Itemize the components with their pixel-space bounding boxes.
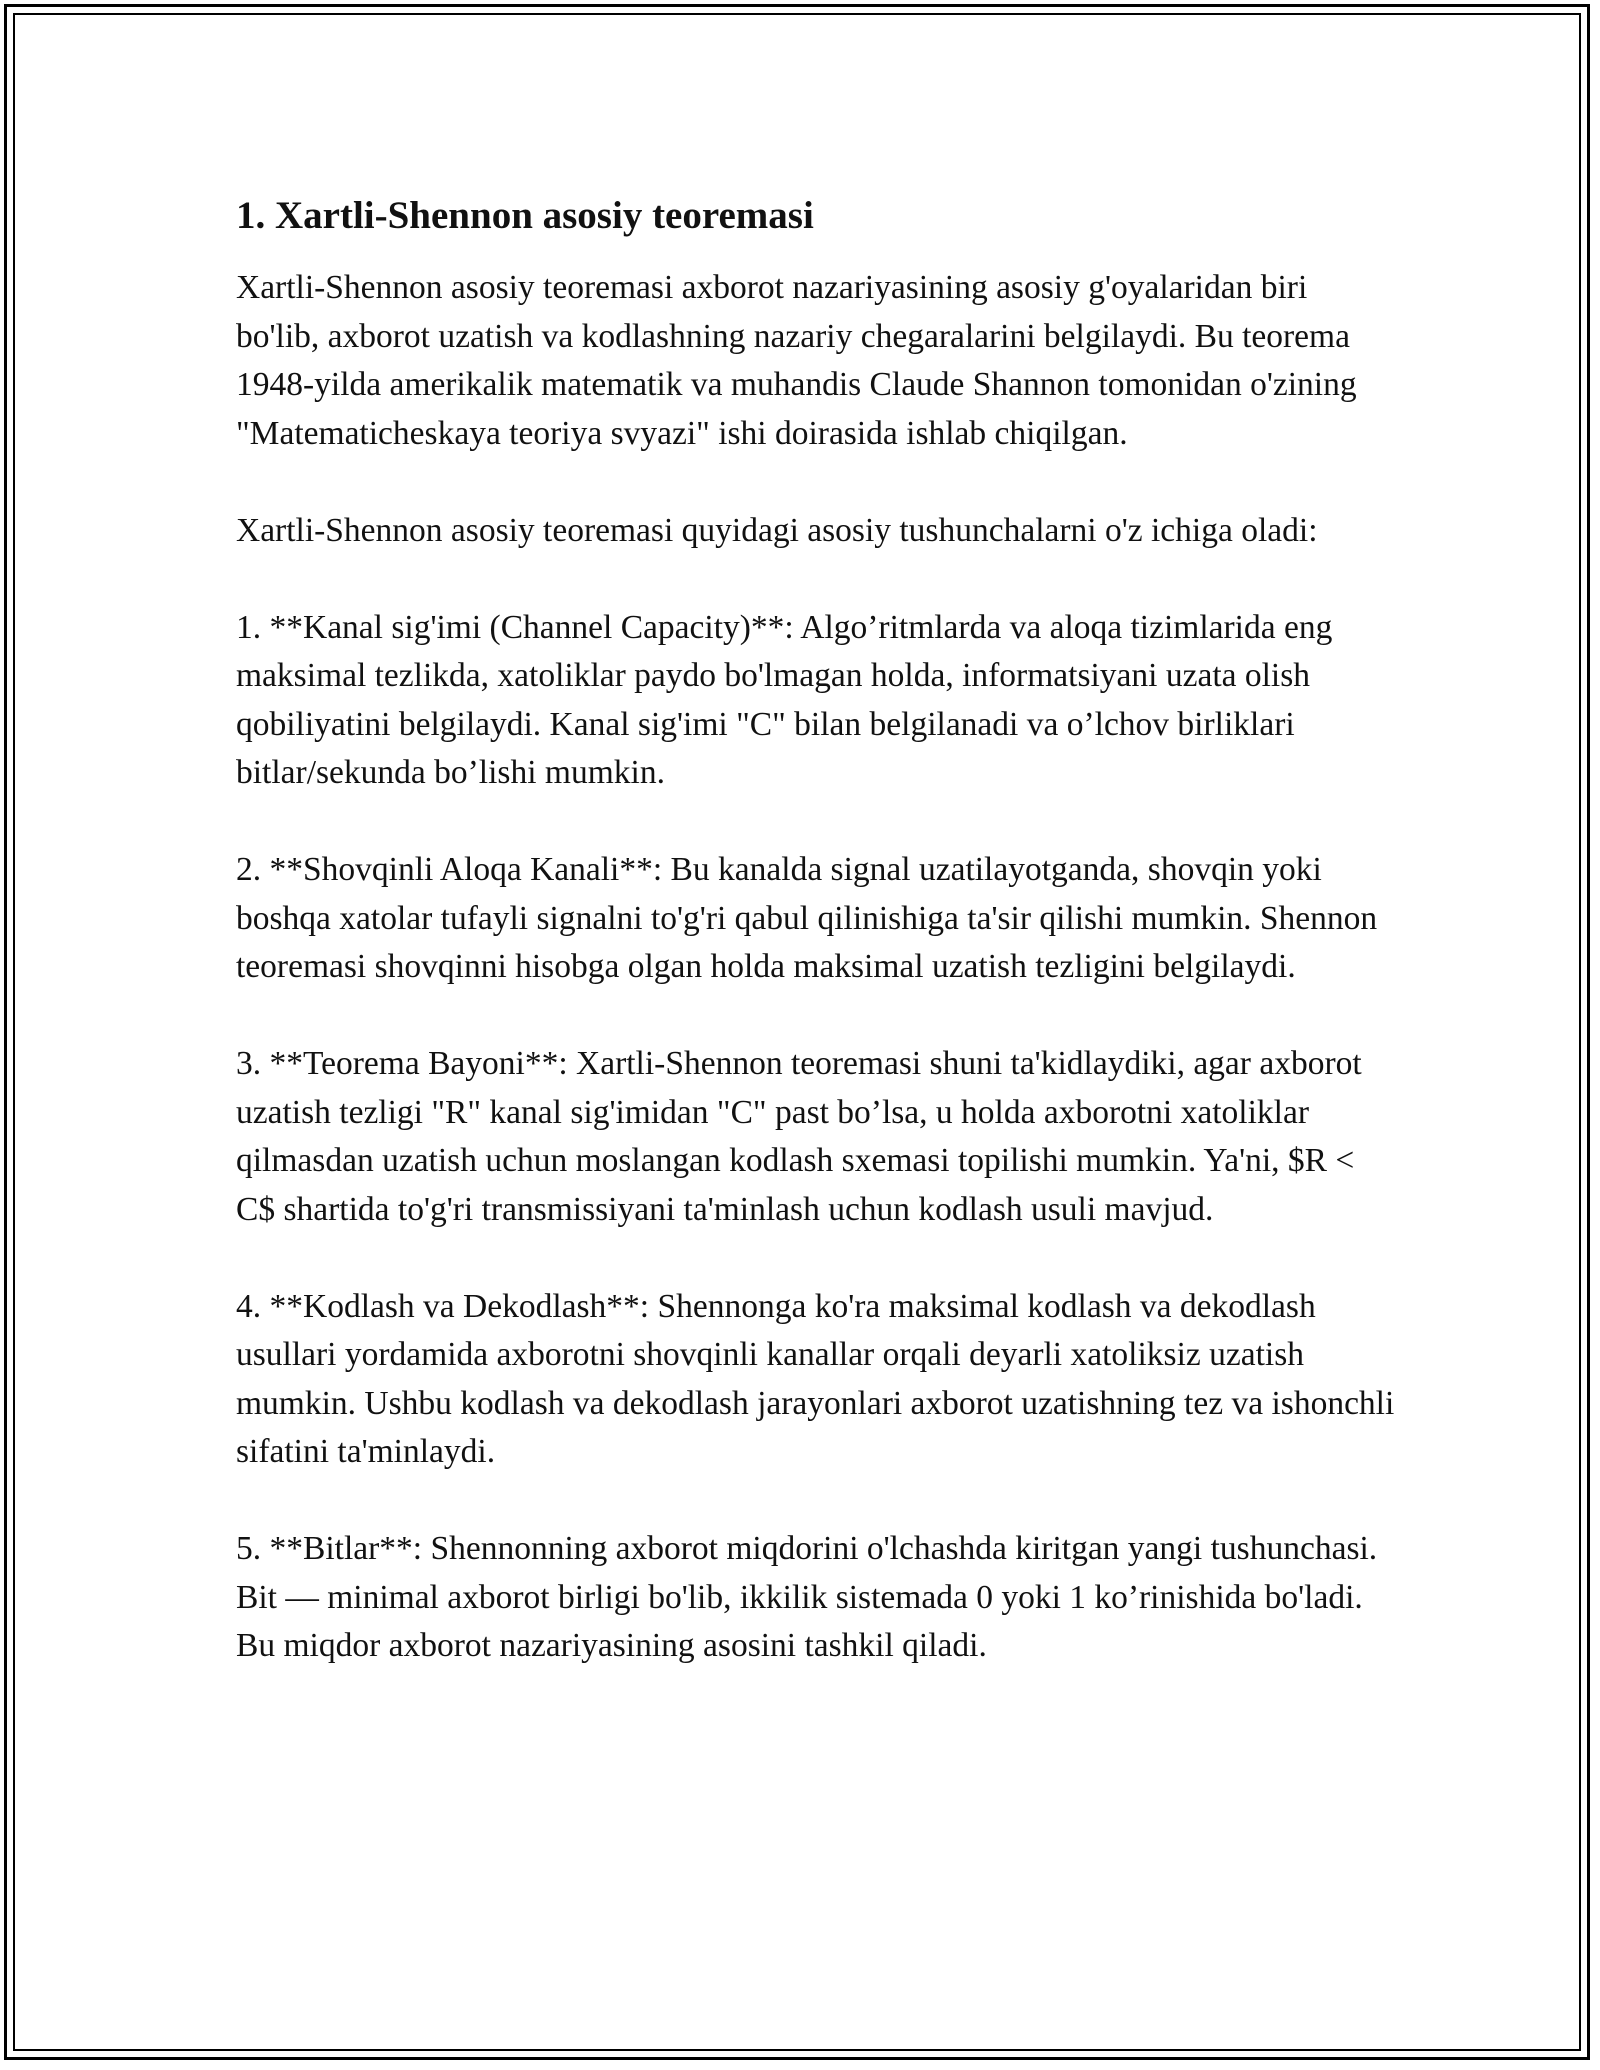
document-body xyxy=(236,190,1396,1719)
list-item-channel-capacity: 1. **Kanal sig'imi (Channel Capacity)**: Algo’ritmlarda va aloqa tizimlarida eng maksimal tezlikda, xatoliklar paydo bo'lmagan holda, informatsiyani uzata olish qobiliyatini belgilaydi. Kanal sig'imi "C" bilan belgilanadi va o’lchov birliklari bitlar/sekunda bo’lishi mumkin. xyxy=(236,608,1333,791)
list-item-coding-decoding: 4. **Kodlash va Dekodlash**: Shennonga ko'ra maksimal kodlash va dekodlash usullari yordamida axborotni shovqinli kanallar orqali deyarli xatoliksiz uzatish mumkin. Ushbu kodlash va dekodlash jarayonlari axborot uzatishning tez va ishonchli sifatini ta'minlaydi. xyxy=(236,1287,1395,1470)
paragraph-lead-in: Xartli-Shennon asosiy teoremasi quyidagi asosiy tushunchalarni o'z ichiga oladi: xyxy=(236,511,1318,549)
list-item-bits: 5. **Bitlar**: Shennonning axborot miqdorini o'lchashda kiritgan yangi tushunchasi. Bit — minimal axborot birligi bo'lib, ikkilik sistemada 0 yoki 1 ko’rinishida bo'ladi. Bu miqdor axborot nazariyasining asosini tashkil qiladi. xyxy=(236,1530,1378,1664)
list-item-noisy-channel: 2. **Shovqinli Aloqa Kanali**: Bu kanalda signal uzatilayotganda, shovqin yoki boshqa xatolar tufayli signalni to'g'ri qabul qilinishiga ta'sir qilishi mumkin. Shennon teoremasi shovqinni hisobga olgan holda maksimal uzatish tezligini belgilaydi. xyxy=(236,851,1378,985)
section-title: 1. Xartli-Shennon asosiy teoremasi xyxy=(236,194,814,237)
list-item-theorem-statement: 3. **Teorema Bayoni**: Xartli-Shennon teoremasi shuni ta'kidlaydiki, agar axborot uzatish tezligi "R" kanal sig'imidan "C" past bo’lsa, u holda axborotni xatoliklar qilmasdan uzatish uchun moslangan kodlash sxemasi topilishi mumkin. Ya'ni, $R < C$ shartida to'g'ri transmissiyani ta'minlash uchun kodlash usuli mavjud. xyxy=(236,1045,1362,1228)
paragraph-intro: Xartli-Shennon asosiy teoremasi axborot nazariyasining asosiy g'oyalaridan biri bo'lib, axborot uzatish va kodlashning nazariy chegaralarini belgilaydi. Bu teorema 1948-yilda amerikalik matematik va muhandis Claude Shannon tomonidan o'zining "Matematicheskaya teoriya svyazi" ishi doirasida ishlab chiqilgan. xyxy=(236,269,1357,452)
